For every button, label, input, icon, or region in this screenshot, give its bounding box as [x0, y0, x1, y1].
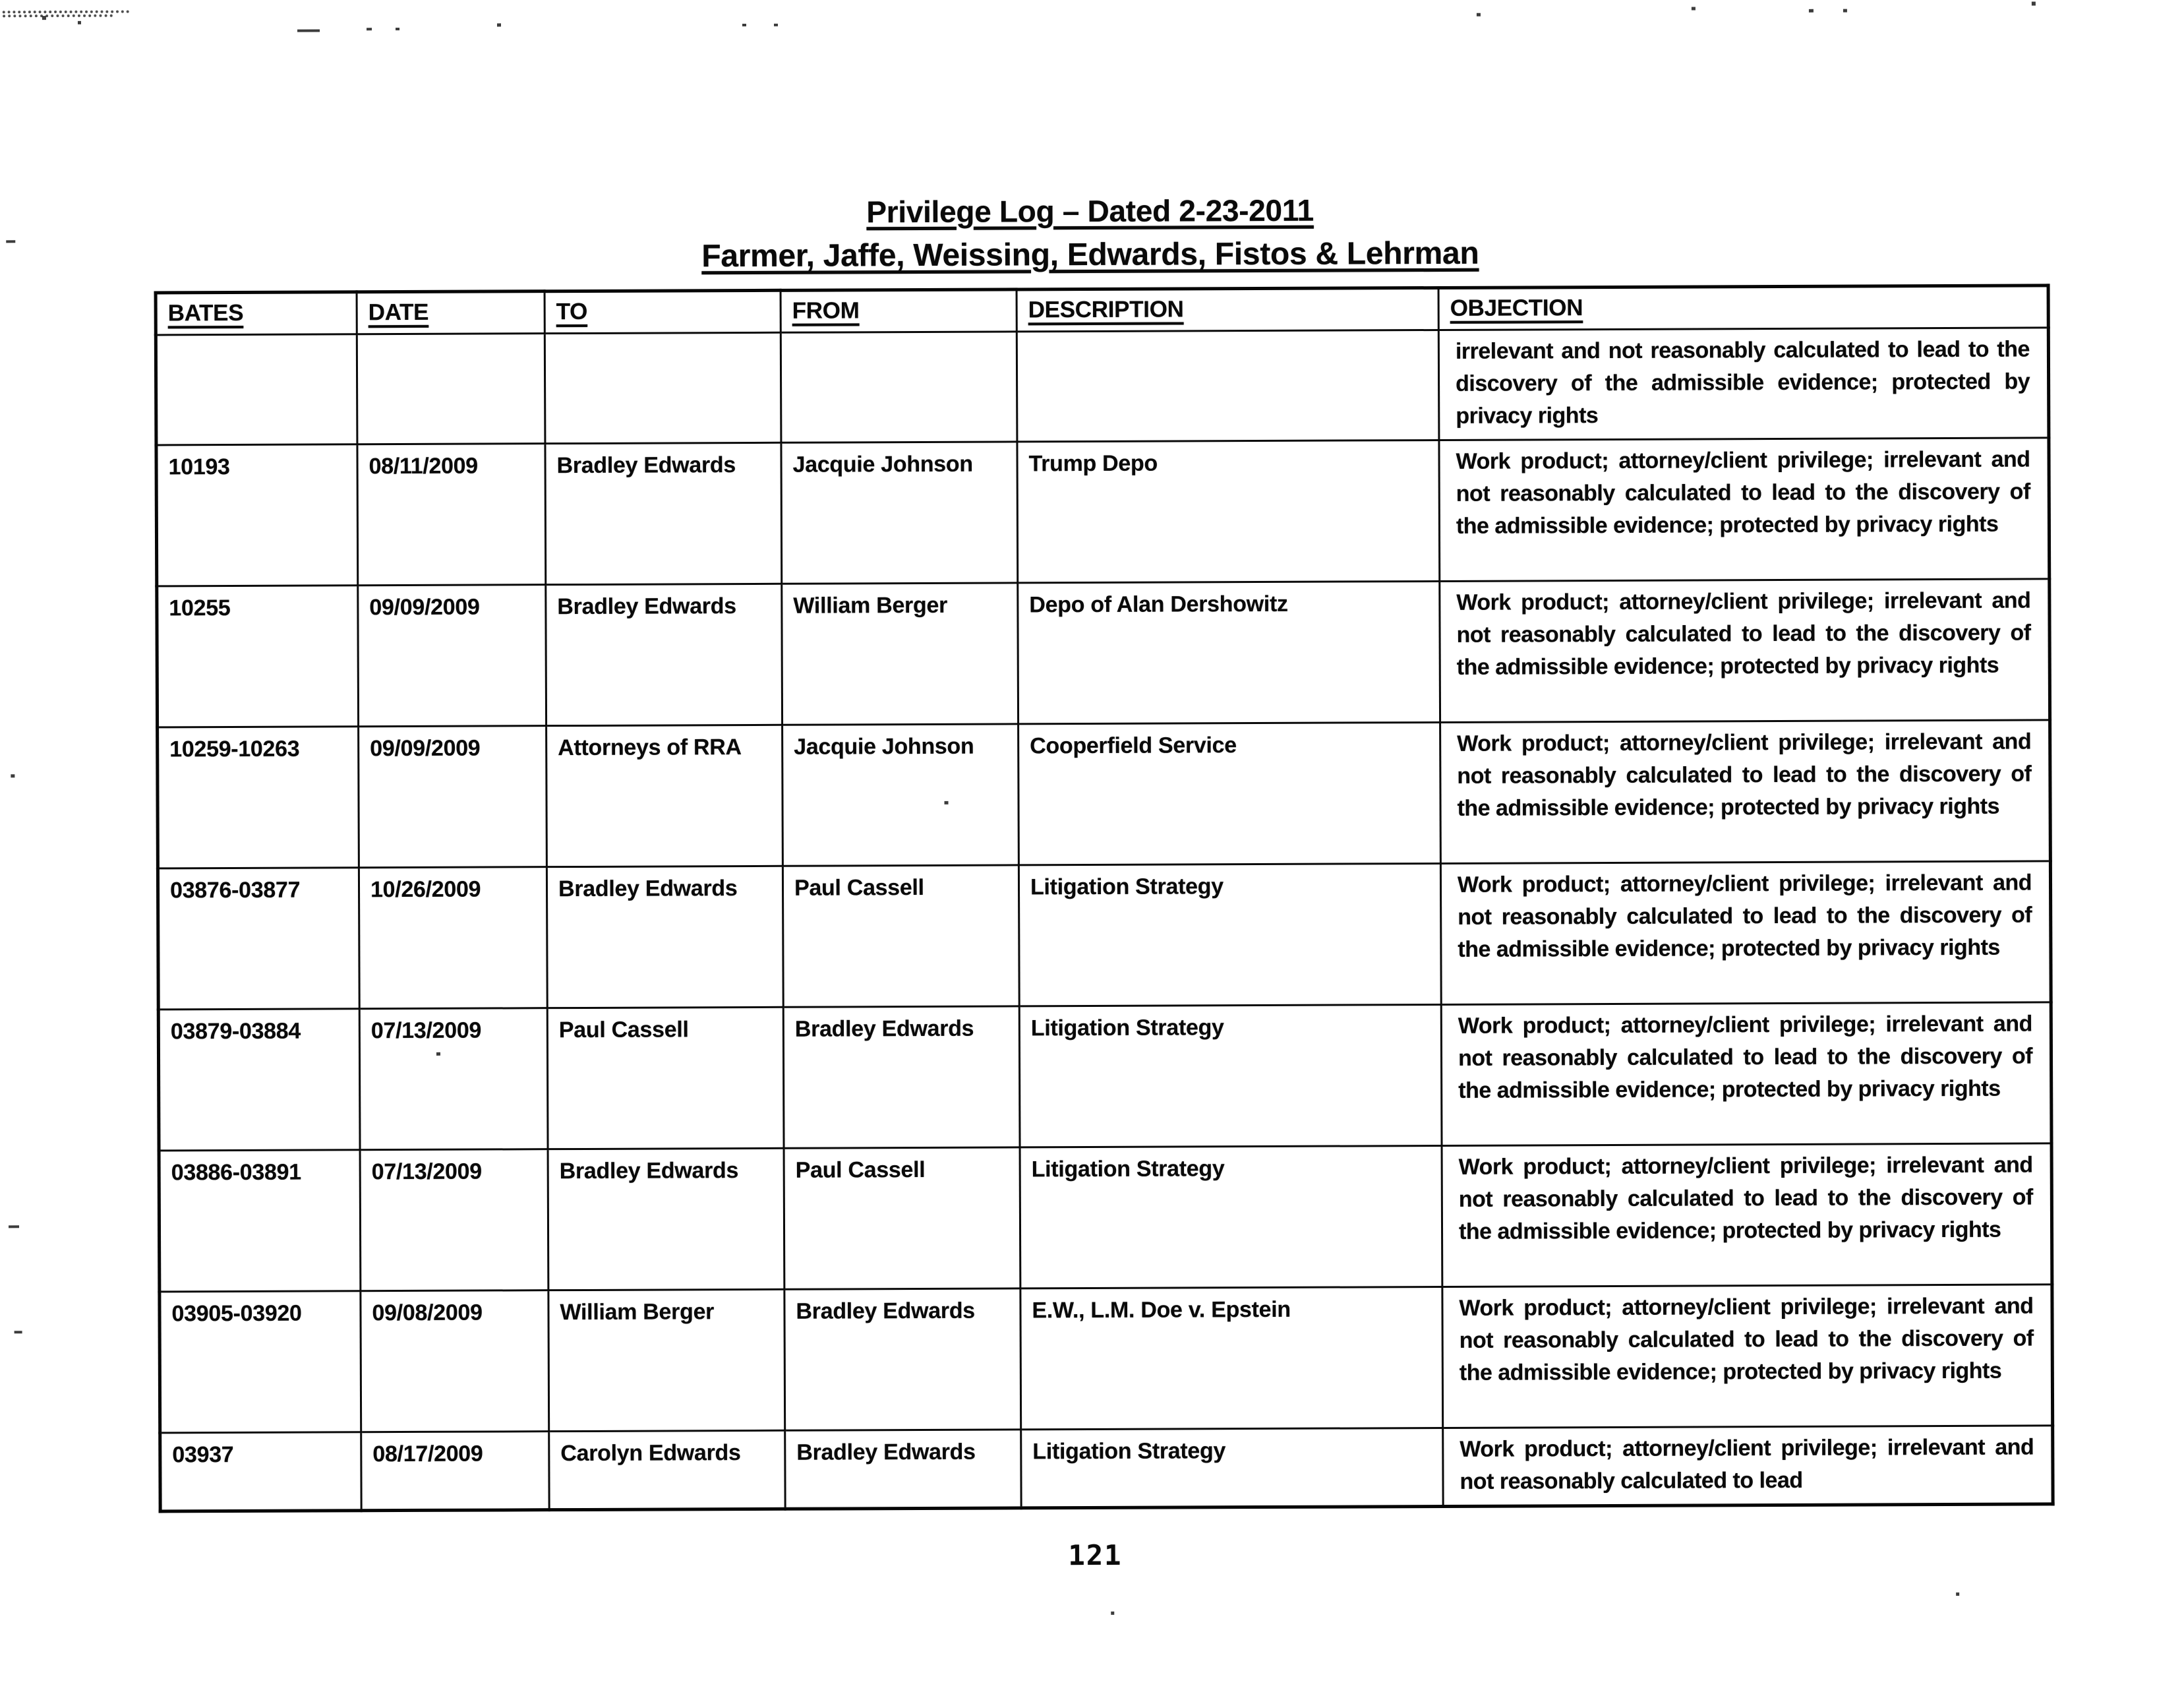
- scan-noise: [15, 1331, 22, 1333]
- cell-date: 07/13/2009: [359, 1008, 548, 1150]
- cell-description: Litigation Strategy: [1018, 863, 1441, 1006]
- column-header-from: FROM: [781, 289, 1017, 332]
- cell-from: [781, 332, 1017, 442]
- privilege-log-table: [154, 284, 2055, 1513]
- cell-to: Paul Cassell: [547, 1007, 784, 1149]
- cell-bates: 10193: [156, 444, 358, 586]
- scan-noise: [436, 1052, 440, 1056]
- cell-date: 09/08/2009: [361, 1290, 549, 1432]
- cell-date: 09/09/2009: [358, 585, 546, 727]
- cell-description: Trump Depo: [1017, 440, 1440, 582]
- cell-from: Paul Cassell: [784, 1147, 1020, 1289]
- cell-date: 07/13/2009: [360, 1149, 548, 1291]
- cell-from: Paul Cassell: [782, 865, 1019, 1007]
- cell-description: Litigation Strategy: [1021, 1428, 1443, 1507]
- page-number: 121: [1068, 1538, 1123, 1572]
- cell-to: Bradley Edwards: [546, 584, 782, 725]
- cell-description: Cooperfield Service: [1018, 722, 1441, 864]
- cell-objection: Work product; attorney/client privilege; irrelevant and not reasonably calculated to lead to the discovery of the admissible evidence; protected by privacy rights: [1440, 861, 2051, 1005]
- cell-date: 10/26/2009: [359, 867, 547, 1009]
- table-row: [160, 1285, 2053, 1433]
- table-row: [159, 1143, 2052, 1292]
- scan-noise: [9, 1225, 19, 1228]
- scan-noise: [742, 24, 746, 26]
- cell-date: 08/17/2009: [361, 1432, 549, 1511]
- cell-to: Bradley Edwards: [548, 1148, 784, 1290]
- table-row: [158, 861, 2051, 1010]
- cell-to: [545, 332, 781, 443]
- table-row: [156, 328, 2049, 445]
- cell-objection: irrelevant and not reasonably calculated to lead to the discovery of the admissible evidence; protected by privacy rights: [1438, 328, 2049, 440]
- table-row: [160, 1426, 2053, 1511]
- cell-bates: 10255: [157, 586, 359, 727]
- table-row: [158, 720, 2051, 868]
- cell-to: Attorneys of RRA: [546, 725, 783, 866]
- scan-noise: [2032, 1, 2036, 5]
- table-row: [158, 1002, 2051, 1151]
- table-row: [156, 438, 2050, 586]
- title-block: [0, 189, 2182, 279]
- column-header-objection: OBJECTION: [1438, 286, 2048, 330]
- cell-to: Bradley Edwards: [545, 442, 782, 584]
- cell-from: Bradley Edwards: [783, 1006, 1020, 1148]
- scan-noise: [1692, 7, 1696, 10]
- scan-noise: [1111, 1612, 1114, 1615]
- scan-noise: [945, 801, 949, 804]
- scan-noise: [6, 240, 15, 243]
- scan-noise: [1956, 1592, 1959, 1596]
- cell-objection: Work product; attorney/client privilege; irrelevant and not reasonably calculated to lead to the discovery of the admissible evidence; protected by privacy rights: [1440, 579, 2050, 723]
- cell-bates: 03886-03891: [159, 1150, 361, 1292]
- cell-bates: 03879-03884: [158, 1009, 360, 1151]
- cell-to: Bradley Edwards: [546, 866, 783, 1008]
- cell-from: Bradley Edwards: [784, 1288, 1021, 1430]
- scan-noise: [11, 774, 15, 777]
- scan-noise: [42, 16, 46, 20]
- cell-from: Jacquie Johnson: [781, 442, 1018, 584]
- document-title: Privilege Log – Dated 2-23-2011: [866, 193, 1314, 229]
- cell-objection: Work product; attorney/client privilege; irrelevant and not reasonably calculated to lead to the discovery of the admissible evidence; protected by privacy rights: [1440, 720, 2051, 864]
- table-header-row: [156, 286, 2048, 335]
- cell-objection: Work product; attorney/client privilege; irrelevant and not reasonably calculated to lead to the discovery of the admissible evidence; protected by privacy rights: [1442, 1285, 2053, 1428]
- cell-description: Litigation Strategy: [1020, 1145, 1442, 1288]
- cell-bates: [156, 334, 357, 445]
- column-header-bates: BATES: [156, 292, 357, 335]
- cell-bates: 03937: [160, 1432, 361, 1511]
- scan-noise: [1477, 13, 1481, 16]
- cell-date: [357, 334, 545, 444]
- scan-noise: [297, 29, 320, 32]
- scan-noise: [367, 28, 372, 30]
- cell-description: [1017, 330, 1439, 441]
- cell-bates: 03876-03877: [158, 868, 359, 1010]
- scan-noise: [78, 21, 81, 24]
- column-header-description: DESCRIPTION: [1017, 288, 1438, 331]
- cell-from: Jacquie Johnson: [782, 724, 1019, 866]
- cell-bates: 03905-03920: [160, 1291, 361, 1433]
- column-header-to: TO: [545, 290, 781, 333]
- scan-noise: [1809, 9, 1814, 13]
- scan-noise: [0, 4, 129, 14]
- scan-noise: [1843, 9, 1847, 13]
- scan-noise: [396, 28, 399, 30]
- cell-to: Carolyn Edwards: [549, 1430, 785, 1509]
- cell-objection: Work product; attorney/client privilege; irrelevant and not reasonably calculated to lead to the discovery of the admissible evidence; protected by privacy rights: [1439, 438, 2050, 582]
- cell-to: William Berger: [548, 1289, 785, 1431]
- cell-description: Litigation Strategy: [1019, 1004, 1442, 1147]
- column-header-date: DATE: [357, 291, 545, 334]
- document-subtitle: Farmer, Jaffe, Weissing, Edwards, Fistos & Lehrman: [701, 235, 1479, 274]
- cell-date: 09/09/2009: [359, 726, 547, 868]
- scan-noise: [497, 23, 501, 26]
- cell-objection: Work product; attorney/client privilege; irrelevant and not reasonably calculated to lead to the discovery of the admissible evidence; protected by privacy rights: [1442, 1143, 2052, 1287]
- cell-date: 08/11/2009: [357, 444, 546, 586]
- cell-objection: Work product; attorney/client privilege; irrelevant and not reasonably calculated to lead: [1443, 1426, 2053, 1507]
- table-row: [157, 579, 2050, 727]
- cell-from: William Berger: [782, 583, 1018, 725]
- scan-noise: [774, 24, 778, 26]
- cell-bates: 10259-10263: [158, 727, 359, 868]
- cell-description: Depo of Alan Dershowitz: [1018, 581, 1440, 723]
- cell-objection: Work product; attorney/client privilege; irrelevant and not reasonably calculated to lead to the discovery of the admissible evidence; protected by privacy rights: [1441, 1002, 2051, 1146]
- cell-description: E.W., L.M. Doe v. Epstein: [1020, 1287, 1443, 1429]
- cell-from: Bradley Edwards: [785, 1430, 1021, 1509]
- scan-noise: [0, 13, 113, 18]
